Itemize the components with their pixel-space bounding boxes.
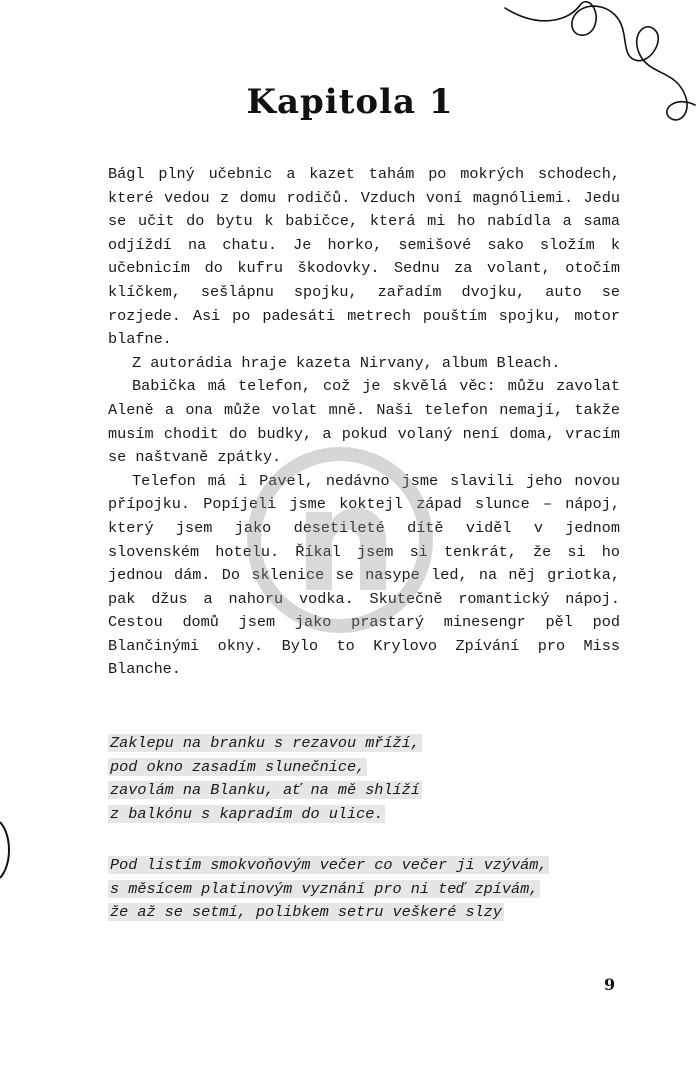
publisher-logo-watermark-icon: [240, 440, 440, 640]
paragraph: Telefon má i Pavel, nedávno jsme slavili jeho novou přípojku. Popíjeli jsme koktejl západ slunce – nápoj, který jsem jako desetileté dítě viděl v jednom slovenském hotelu. Říkal jsem si tenkrát, že si ho jednou dám. Do sklenice se nasype led, na něj griotka, pak džus a nahoru vodka. Skutečně romantický nápoj. Cestou domů jsem jako prastarý minesengr pěl pod Blančinými okny. Bylo to Krylovo Zpívání pro Miss Blanche.: [108, 471, 620, 679]
song-verse-1: [108, 732, 620, 826]
verse-line: Pod listím smokvoňovým večer co večer ji vzývám,: [110, 856, 548, 874]
verse-line: že až se setmí, polibkem setru veškeré slzy: [110, 903, 502, 922]
paragraph: Z autorádia hraje kazeta Nirvany, album Bleach.: [132, 353, 561, 372]
verse-line: zavolám na Blanku, ať na mě shlíží: [110, 781, 420, 800]
verse-line: Zaklepu na branku s rezavou mříží,: [110, 734, 420, 752]
song-verse-2: [108, 854, 620, 925]
chapter-title: Kapitola 1: [246, 82, 454, 122]
verse-line: z balkónu s kapradím do ulice.: [110, 804, 384, 823]
verse-line: s měsícem platinovým vyznání pro ni teď zpívám,: [110, 879, 539, 898]
page-number: 9: [604, 975, 616, 994]
edge-arc-decoration-icon: [0, 820, 20, 880]
verse-line: pod okno zasadím slunečnice,: [110, 757, 366, 776]
paragraph: Babička má telefon, což je skvělá věc: můžu zavolat Aleně a ona může volat mně. Naši telefon nemají, takže musím chodit do budky, a pokud volaný není doma, vracím se naštvaně zpátky.: [108, 377, 620, 467]
paragraph: Bágl plný učebnic a kazet tahám po mokrých schodech, které vedou z domu rodičů. Vzduch voní magnóliemi. Jedu se učit do bytu k babičce, která mi ho nabídla a sama odjíždí na chatu. Je horko, semišové sako složím k učebnicím do kufru škodovky. Sednu za volant, otočím klíčkem, sešlápnu spojku, zařadím dvojku, auto se rozjede. Asi po padesáti metrech pouštím spojku, motor blafne.: [108, 165, 620, 349]
